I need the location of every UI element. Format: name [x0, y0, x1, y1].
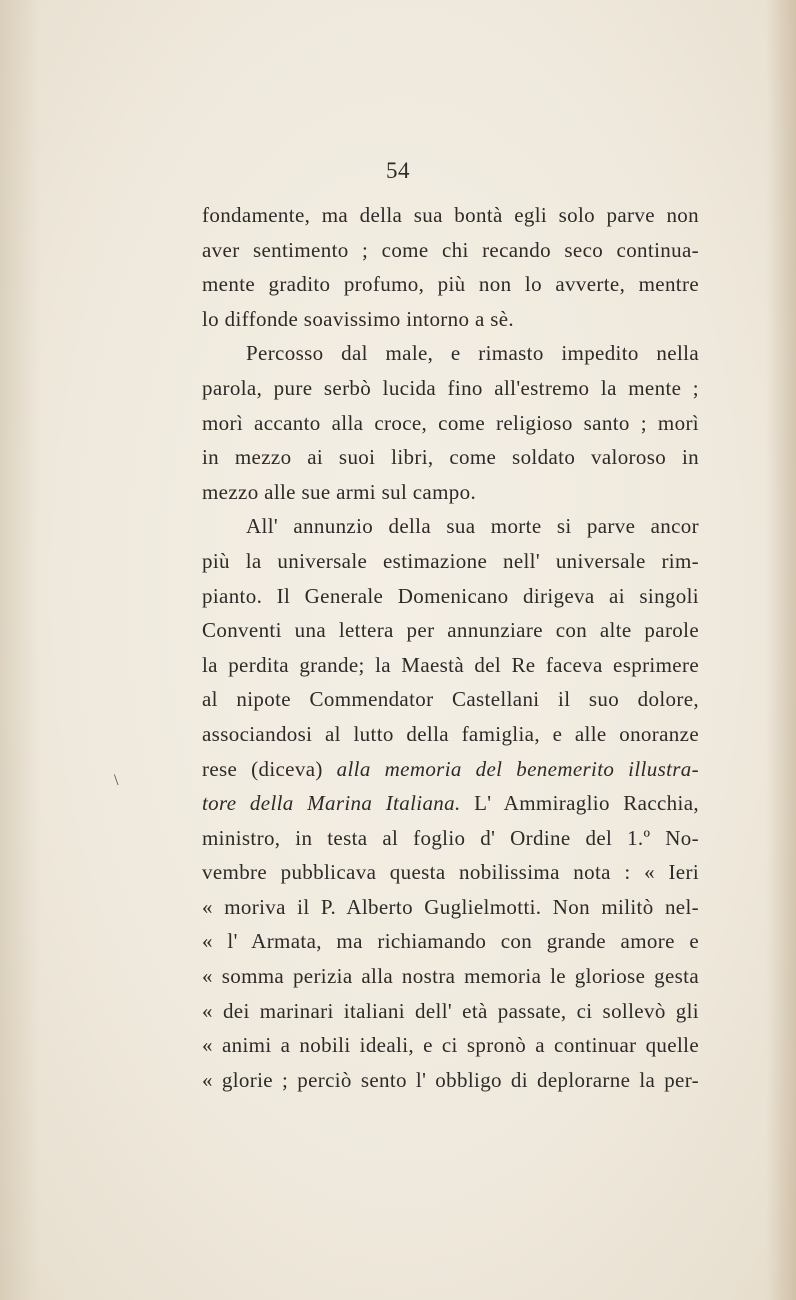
text-line: vembre pubblicava questa nobilissima nota : « Ieri	[202, 860, 699, 885]
text-line: in mezzo ai suoi libri, come soldato valoroso in	[202, 445, 699, 470]
page-number: 54	[386, 158, 410, 183]
paragraph-end-line: mezzo alle sue armi sul campo.	[202, 479, 477, 504]
text-line: al nipote Commendator Castellani il suo dolore,	[202, 687, 699, 712]
text-line: la perdita grande; la Maestà del Re faceva esprimere	[202, 652, 699, 677]
text-line: parola, pure serbò lucida fino all'estremo la mente ;	[202, 375, 699, 400]
paragraph-start-line: All' annunzio della sua morte si parve ancor	[246, 514, 699, 539]
quoted-line: « moriva il P. Alberto Guglielmotti. Non militò nel-	[202, 894, 699, 919]
text-line: mente gradito profumo, più non lo avverte, mentre	[202, 272, 699, 297]
text-line: pianto. Il Generale Domenicano dirigeva ai singoli	[202, 583, 699, 608]
text-line: associandosi al lutto della famiglia, e alle onoranze	[202, 721, 699, 746]
paragraph-end-line: lo diffonde soavissimo intorno a sè.	[202, 306, 515, 331]
paragraph-start-line: Percosso dal male, e rimasto impedito nella	[246, 341, 699, 366]
quoted-line: « l' Armata, ma richiamando con grande amore e	[202, 929, 699, 954]
text-line: Conventi una lettera per annunziare con alte parole	[202, 618, 699, 643]
italic-quote: alla memoria del benemerito illustra-	[336, 756, 699, 781]
page-edge-shadow-left	[0, 0, 40, 1300]
quoted-line: « dei marinari italiani dell' età passate, ci sollevò gli	[202, 998, 699, 1023]
quoted-line: « glorie ; perciò sento l' obbligo di deplorarne la per-	[202, 1067, 699, 1092]
text-line: più la universale estimazione nell' universale rim-	[202, 548, 699, 573]
quoted-line: « somma perizia alla nostra memoria le gloriose gesta	[202, 964, 699, 989]
body-text	[202, 198, 699, 1097]
italic-quote: tore della Marina Italiana.	[202, 791, 461, 816]
text-line: ministro, in testa al foglio d' Ordine del 1.º No-	[202, 825, 699, 850]
margin-mark: \	[114, 772, 119, 789]
quoted-line: « animi a nobili ideali, e ci spronò a continuar quelle	[202, 1033, 699, 1058]
text-line: aver sentimento ; come chi recando seco continua-	[202, 237, 699, 262]
text-line-with-italic: tore della Marina Italiana. L' Ammiraglio Racchia,	[202, 791, 699, 816]
text-line-with-italic: rese (diceva) alla memoria del benemerito illustra-	[202, 756, 699, 781]
text-line: fondamente, ma della sua bontà egli solo parve non	[202, 203, 699, 227]
text-line: morì accanto alla croce, come religioso santo ; morì	[202, 410, 699, 435]
page-edge-shadow-right	[766, 0, 796, 1300]
